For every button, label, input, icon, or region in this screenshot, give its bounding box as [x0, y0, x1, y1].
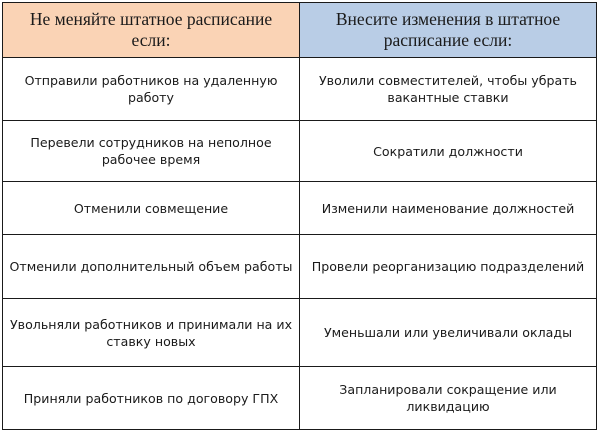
keep-cell: Отменили совмещение: [3, 182, 300, 235]
change-cell: Уменьшали или увеличивали оклады: [300, 299, 597, 367]
header-change-schedule: Внесите изменения в штатное расписание если:: [300, 3, 597, 58]
table-row: [3, 58, 597, 121]
table-row: [3, 182, 597, 235]
change-cell: Изменили наименование должностей: [300, 182, 597, 235]
keep-cell: Приняли работников по договору ГПХ: [3, 367, 300, 430]
keep-cell: Увольняли работников и принимали на их ставку новых: [3, 299, 300, 367]
keep-cell: Отправили работников на удаленную работу: [3, 58, 300, 121]
comparison-table: [2, 2, 597, 430]
table-row: [3, 367, 597, 430]
header-keep-schedule: Не меняйте штатное расписание если:: [3, 3, 300, 58]
keep-cell: Отменили дополнительный объем работы: [3, 235, 300, 299]
keep-cell: Перевели сотрудников на неполное рабочее время: [3, 121, 300, 182]
header-row: [3, 3, 597, 58]
change-cell: Сократили должности: [300, 121, 597, 182]
change-cell: Провели реорганизацию подразделений: [300, 235, 597, 299]
comparison-table-container: [2, 2, 597, 429]
table-row: [3, 235, 597, 299]
table-row: [3, 121, 597, 182]
change-cell: Уволили совместителей, чтобы убрать вакантные ставки: [300, 58, 597, 121]
table-row: [3, 299, 597, 367]
change-cell: Запланировали сокращение или ликвидацию: [300, 367, 597, 430]
